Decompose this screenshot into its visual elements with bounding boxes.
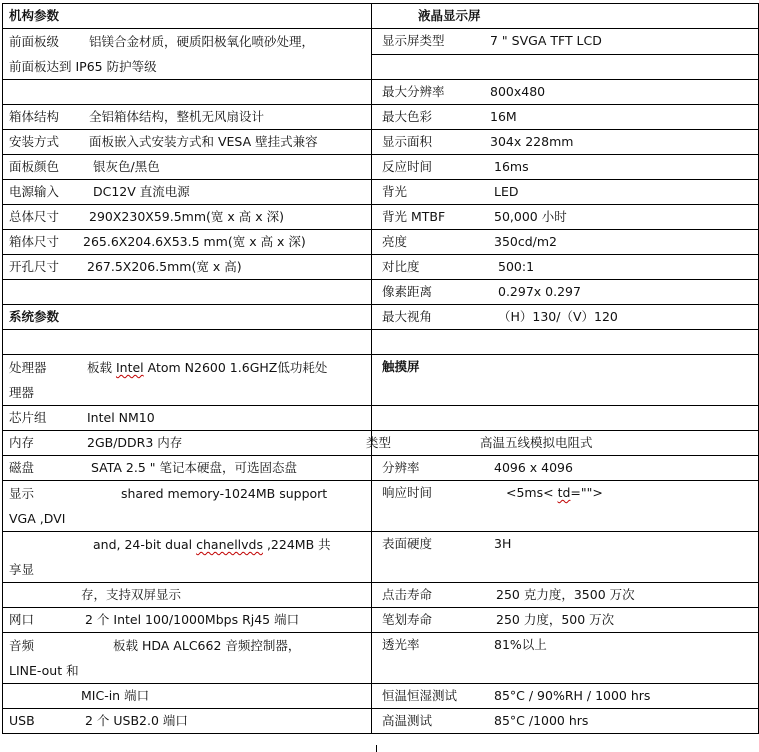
table-row — [3, 29, 759, 55]
table-divider — [376, 745, 377, 752]
chipset-cell: 芯片组 Intel NM10 — [3, 406, 372, 431]
stroke-life-cell: 笔划寿命 250 力度，500 万次 — [372, 608, 759, 633]
usb-cell: USB 2 个 USB2.0 端口 — [3, 709, 372, 734]
table-row — [3, 583, 759, 608]
lan-cell: 网口 2 个 Intel 100/1000Mbps Rj45 端口 — [3, 608, 372, 633]
empty-cell — [3, 280, 372, 305]
section-header-touch: 触摸屏 — [372, 355, 759, 406]
backlight-cell: 背光 LED — [372, 180, 759, 205]
section-header-lcd: 液晶显示屏 — [372, 4, 759, 29]
processor-cell: 处理器 板载 Intel Atom N2600 1.6GHZ低功耗处 理器 — [3, 355, 372, 406]
audio-cell: 音频 板载 HDA ALC662 音频控制器， LINE-out 和 — [3, 633, 372, 684]
table-row — [3, 608, 759, 633]
display-cont-cell: and, 24-bit dual chanellvds ,224MB 共 享显 — [3, 532, 372, 583]
table-row — [3, 155, 759, 180]
contrast-cell: 对比度 500:1 — [372, 255, 759, 280]
max-resolution-cell: 最大分辨率 800x480 — [372, 80, 759, 105]
viewing-angle-cell: 最大视角 （H）130/（V）120 — [372, 305, 759, 330]
empty-cell — [372, 330, 759, 355]
pixel-pitch-cell: 像素距离 0.297x 0.297 — [372, 280, 759, 305]
table-row — [3, 280, 759, 305]
table-row — [3, 305, 759, 330]
table-row — [3, 230, 759, 255]
table-row — [3, 684, 759, 709]
display-type-cell: 显示屏类型 7 " SVGA TFT LCD — [372, 29, 759, 55]
display-cell: 显示 shared memory-1024MB support VGA ,DVI — [3, 481, 372, 532]
click-life-cell: 点击寿命 250 克力度，3500 万次 — [372, 583, 759, 608]
transmittance-cell: 透光率 81%以上 — [372, 633, 759, 684]
chassis-cell: 箱体结构 全铝箱体结构，整机无风扇设计 — [3, 105, 372, 130]
table-row — [3, 330, 759, 355]
humidity-test-cell: 恒温恒湿测试 85°C / 90%RH / 1000 hrs — [372, 684, 759, 709]
empty-cell — [3, 330, 372, 355]
table-row — [3, 80, 759, 105]
power-input-cell: 电源输入 DC12V 直流电源 — [3, 180, 372, 205]
table-row — [3, 205, 759, 230]
section-header-system: 系统参数 — [3, 305, 372, 330]
mount-cell: 安装方式 面板嵌入式安装方式和 VESA 壁挂式兼容 — [3, 130, 372, 155]
cutout-size-cell: 开孔尺寸 267.5X206.5mm(宽 x 高) — [3, 255, 372, 280]
table-row — [3, 709, 759, 734]
disk-cell: 磁盘 SATA 2.5 " 笔记本硬盘，可选固态盘 — [3, 456, 372, 481]
display-cont-cell-2: 存，支持双屏显示 — [3, 583, 372, 608]
max-colors-cell: 最大色彩 16M — [372, 105, 759, 130]
spec-table — [2, 3, 759, 734]
box-size-cell: 箱体尺寸 265.6X204.6X53.5 mm(宽 x 高 x 深) — [3, 230, 372, 255]
panel-color-cell: 面板颜色 银灰色/黑色 — [3, 155, 372, 180]
brightness-cell: 亮度 350cd/m2 — [372, 230, 759, 255]
overall-size-cell: 总体尺寸 290X230X59.5mm(宽 x 高 x 深) — [3, 205, 372, 230]
empty-cell — [372, 406, 759, 431]
high-temp-test-cell: 高温测试 85°C /1000 hrs — [372, 709, 759, 734]
table-row — [3, 130, 759, 155]
table-row — [3, 255, 759, 280]
empty-cell — [3, 80, 372, 105]
display-area-cell: 显示面积 304x 228mm — [372, 130, 759, 155]
touch-type-cell: 类型 高温五线模拟电阻式 — [372, 431, 759, 456]
audio-cont-cell: MIC-in 端口 — [3, 684, 372, 709]
front-panel-cell: 前面板级 铝镁合金材质，硬质阳极氧化喷砂处理， 前面板达到 IP65 防护等级 — [3, 29, 372, 80]
response-time-cell: 反应时间 16ms — [372, 155, 759, 180]
table-row — [3, 105, 759, 130]
backlight-mtbf-cell: 背光 MTBF 50,000 小时 — [372, 205, 759, 230]
section-header-mechanical: 机构参数 — [3, 4, 372, 29]
touch-response-cell: 响应时间 <5ms< td=""> — [372, 481, 759, 532]
memory-cell: 内存 2GB/DDR3 内存 — [3, 431, 372, 456]
table-row — [3, 406, 759, 431]
table-row — [3, 456, 759, 481]
table-row — [3, 431, 759, 456]
table-row — [3, 4, 759, 29]
table-row — [3, 180, 759, 205]
display-type-cell-cont — [372, 54, 759, 80]
touch-resolution-cell: 分辨率 4096 x 4096 — [372, 456, 759, 481]
surface-hardness-cell: 表面硬度 3H — [372, 532, 759, 583]
